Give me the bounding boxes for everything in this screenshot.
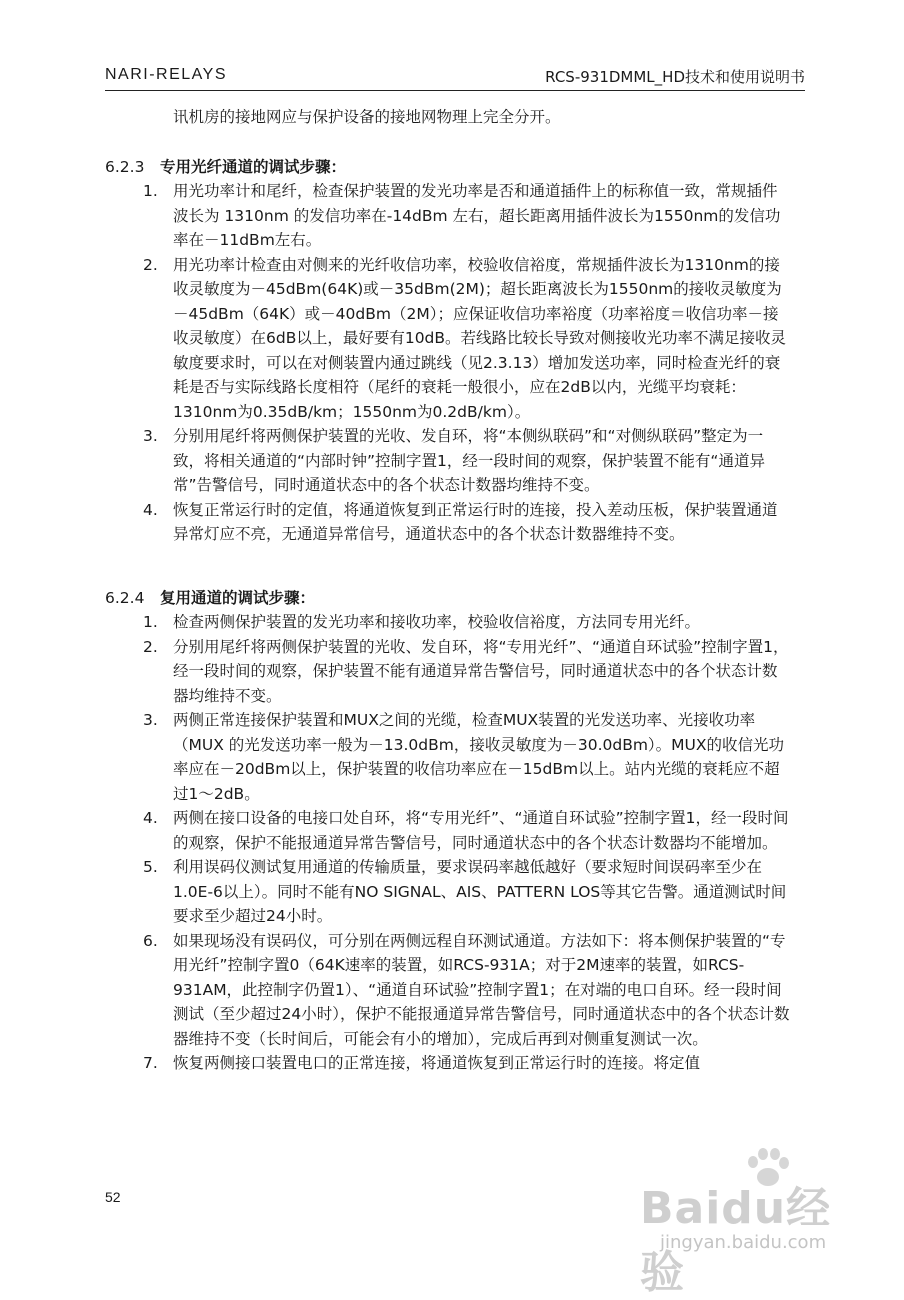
item-number: 1. (143, 613, 158, 631)
item-text: 分别用尾纤将两侧保护装置的光收、发自环，将“本侧纵联码”和“对侧纵联码”整定为一致，将相关通道的“内部时钟”控制字置1，经一段时间的观察，保护装置不能有“通道异常”告警信号，同时通道状态中的各个状态计数器均维持不变。 (173, 427, 765, 494)
list-item (105, 806, 791, 855)
item-text: 两侧在接口设备的电接口处自环，将“专用光纤”、“通道自环试验”控制字置1，经一段时间的观察，保护不能报通道异常告警信号，同时通道状态中的各个状态计数器均不能增加。 (173, 809, 789, 852)
list-item (105, 253, 791, 425)
item-text: 检查两侧保护装置的发光功率和接收功率，校验收信裕度，方法同专用光纤。 (173, 613, 701, 631)
watermark-brand: Baidu经验 (640, 1183, 832, 1298)
list-item (105, 498, 791, 547)
list-item (105, 708, 791, 806)
section-title: 复用通道的调试步骤： (160, 588, 316, 607)
list-item (105, 855, 791, 929)
page-header (105, 64, 805, 86)
list-item (105, 1051, 791, 1076)
item-text: 两侧正常连接保护装置和MUX之间的光缆，检查MUX装置的光发送功率、光接收功率（MUX 的光发送功率一般为－13.0dBm，接收灵敏度为－30.0dBm）。MUX的收信光功率应在－20dBm以上，保护装置的收信功率应在－15dBm以上。站内光缆的衰耗应不超过1～2dB。 (173, 711, 785, 803)
item-text: 恢复正常运行时的定值，将通道恢复到正常运行时的连接，投入差动压板，保护装置通道异常灯应不亮，无通道异常信号，通道状态中的各个状态计数器维持不变。 (173, 500, 778, 543)
watermark-url: jingyan.baidu.com (660, 1232, 827, 1253)
item-number: 2. (143, 255, 158, 274)
item-number: 5. (143, 858, 158, 876)
item-number: 4. (143, 809, 158, 827)
section-spacer (105, 547, 805, 561)
list-item (105, 929, 791, 1052)
list-item (105, 424, 791, 498)
header-brand: NARI-RELAYS (105, 66, 228, 83)
item-text: 用光功率计和尾纤，检查保护装置的发光功率是否和通道插件上的标称值一致，常规插件波长为 1310nm 的发信功率在-14dBm 左右，超长距离用插件波长为1550nm的发信功率在－11dBm左右。 (173, 182, 781, 249)
item-text: 恢复两侧接口装置电口的正常连接，将通道恢复到正常运行时的连接。将定值 (173, 1054, 701, 1072)
section-6-2-4-steps (105, 610, 805, 1076)
continuation-paragraph: 讯机房的接地网应与保护设备的接地网物理上完全分开。 (173, 108, 561, 126)
section-6-2-3-heading (105, 155, 805, 180)
item-number: 4. (143, 500, 158, 519)
item-number: 3. (143, 427, 158, 445)
item-number: 1. (143, 182, 158, 200)
watermark (640, 1148, 870, 1298)
item-text: 用光功率计检查由对侧来的光纤收信功率，校验收信裕度，常规插件波长为1310nm的接收灵敏度为－45dBm(64K)或－35dBm(2M)；超长距离波长为1550nm的接收灵敏度为－45dBm（64K）或－40dBm（2M）；应保证收信功率裕度（功率裕度＝收信功率－接收灵敏度）在6dB以上，最好要有10dB。若线路比较长导致对侧接收光功率不满足接收灵敏度要求时，可以在对侧装置内通过跳线（见2.3.13）增加发送功率，同时检查光纤的衰耗是否与实际线路长度相符（尾纤的衰耗一般很小，应在2dB以内，光缆平均衰耗：1310nm为0.35dB/km；1550nm为0.2dB/km）。 (173, 255, 787, 421)
item-number: 7. (143, 1054, 158, 1072)
page-number: 52 (105, 1189, 121, 1205)
section-number: 6.2.3 (105, 157, 145, 176)
list-item (105, 610, 791, 635)
item-text: 分别用尾纤将两侧保护装置的光收、发自环，将“专用光纤”、“通道自环试验”控制字置1，经一段时间的观察，保护装置不能有通道异常告警信号，同时通道状态中的各个状态计数器均维持不变。 (173, 637, 789, 705)
item-text: 如果现场没有误码仪，可分别在两侧远程自环测试通道。方法如下：将本侧保护装置的“专用光纤”控制字置0（64K速率的装置，如RCS-931A；对于2M速率的装置，如RCS-931AM，此控制字仍置1）、“通道自环试验”控制字置1；在对端的电口自环。经一段时间测试（至少超过24小时），保护不能报通道异常告警信号，同时通道状态中的各个状态计数器维持不变（长时间后，可能会有小的增加），完成后再到对侧重复测试一次。 (173, 931, 790, 1048)
section-6-2-3-steps (105, 179, 805, 547)
section-6-2-4-heading (105, 586, 805, 611)
list-item (105, 179, 791, 253)
header-divider (105, 90, 805, 91)
list-item (105, 635, 791, 709)
item-number: 6. (143, 931, 158, 950)
document-body (105, 100, 805, 1076)
item-number: 2. (143, 637, 158, 656)
item-text: 利用误码仪测试复用通道的传输质量，要求误码率越低越好（要求短时间误码率至少在1.0E-6以上）。同时不能有NO SIGNAL、AIS、PATTERN LOS等其它告警。通道测试时间要求至少超过24小时。 (173, 858, 787, 925)
section-number: 6.2.4 (105, 588, 145, 607)
section-title: 专用光纤通道的调试步骤： (160, 157, 347, 176)
header-doc-title: RCS-931DMML_HD技术和使用说明书 (545, 68, 805, 86)
item-number: 3. (143, 711, 158, 729)
